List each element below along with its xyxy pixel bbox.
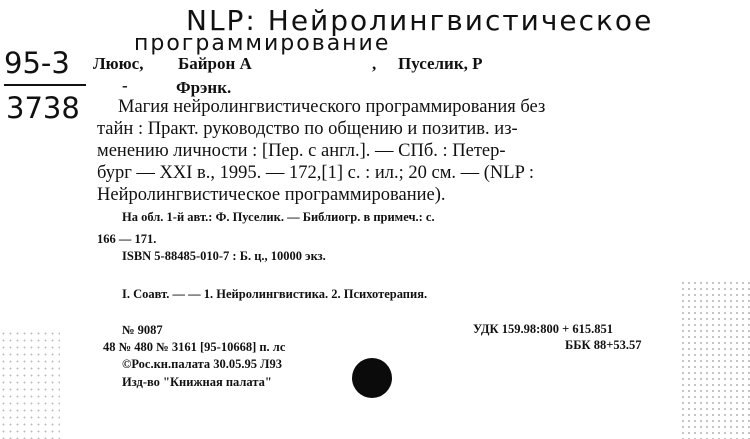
body-line-4: бург — XXI в., 1995. — 172,[1] с. : ил.; 20 см. — (NLP : (97, 163, 534, 183)
copyright-line: ©Рос.кн.палата 30.05.95 Л93 (122, 357, 282, 371)
body-line-3: менению личности : [Пер. с англ.]. — СПб. : Петер- (97, 141, 506, 161)
ink-blot (352, 358, 392, 398)
bbk-code: ББК 88+53.57 (565, 338, 642, 352)
call-number-bottom: 3738 (6, 91, 80, 125)
scan-noise-left (0, 330, 60, 439)
footer-number-2: 48 № 480 № 3161 [95-10668] п. лс (103, 340, 286, 354)
author1-names: Байрон А (178, 54, 252, 73)
call-number-top: 95-3 (4, 46, 70, 80)
author2-continued: Фрэнк. (176, 78, 232, 97)
udk-code: УДК 159.98:800 + 615.851 (473, 322, 613, 336)
author1-surname: Лююс, (93, 54, 144, 73)
isbn-line: ISBN 5-88485-010-7 : Б. ц., 10000 экз. (122, 249, 326, 263)
handwritten-subject-line1: NLP: Нейролингвистическое (186, 4, 654, 37)
body-line-1: Магия нейролингвистического программирования без (118, 97, 546, 117)
body-line-2: тайн : Практ. руководство по общению и позитив. из- (97, 119, 518, 139)
body-line-5: Нейролингвистическое программирование). (97, 185, 446, 205)
author2-name: Пуселик, Р (398, 54, 483, 73)
note-line-1: На обл. 1-й авт.: Ф. Пуселик. — Библиогр. в примеч.: с. (122, 210, 435, 224)
subjects-line: I. Соавт. — — 1. Нейролингвистика. 2. Психотерапия. (122, 287, 428, 301)
call-number-divider (4, 84, 86, 86)
handwritten-subject-line2: программирование (134, 31, 391, 56)
publisher-line: Изд-во "Книжная палата" (122, 375, 272, 389)
footer-number: № 9087 (122, 323, 163, 337)
scan-noise-right (680, 280, 750, 439)
heading-dash: - (122, 76, 128, 95)
author-separator: , (372, 54, 377, 73)
note-line-2: 166 — 171. (97, 232, 157, 246)
